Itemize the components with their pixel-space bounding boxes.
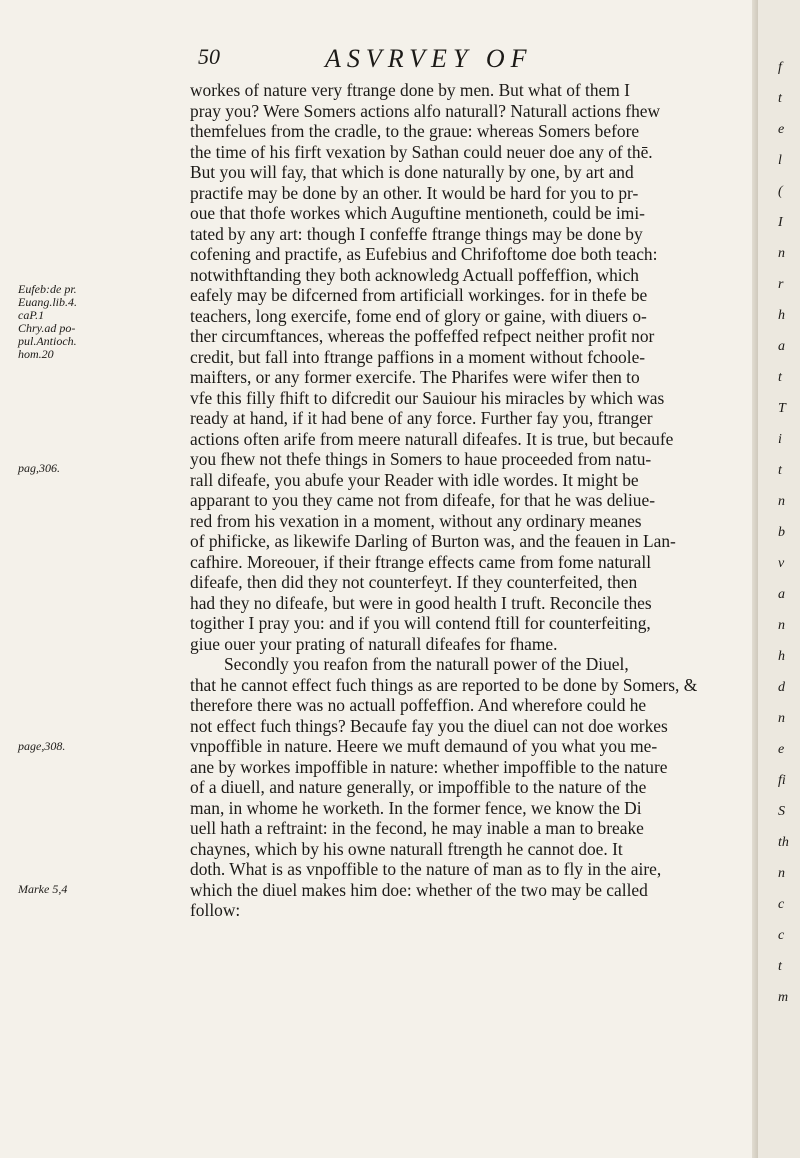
text-line: the time of his firft vexation by Sathan could neuer doe any of thē. xyxy=(190,141,653,162)
running-head: ASVRVEY OF xyxy=(325,44,533,73)
text-line: rall difeafe, you abufe your Reader with idle wordes. It might be xyxy=(190,469,639,490)
edge-fragment: fi xyxy=(778,773,786,788)
text-line: vnpoffible in nature. Heere we muft demaund of you what you me- xyxy=(190,736,658,756)
text-line: that he cannot effect fuch things as are reported to be done by Somers, & xyxy=(190,674,698,695)
text-line: doth. What is as vnpoffible to the nature of man as to fly in the aire, xyxy=(190,859,662,879)
text-line: which the diuel makes him doe: whether of the two may be called xyxy=(190,879,648,900)
text-line: ther circumftances, whereas the poffeffed refpect neither profit nor xyxy=(190,326,655,346)
text-line: togither I pray you: and if you will contend ftill for counterfeiting, xyxy=(190,613,651,633)
text-line: had they no difeafe, but were in good health I truft. Reconcile thes xyxy=(190,592,652,613)
text-line: ready at hand, if it had bene of any force. Further fay you, ftranger xyxy=(190,408,653,428)
text-line: actions often arife from meere naturall difeafes. It is true, but becaufe xyxy=(190,428,674,449)
edge-fragment: b xyxy=(778,525,785,540)
margin-note: pag,306. xyxy=(18,461,60,475)
margin-note: page,308. xyxy=(18,739,66,753)
edge-fragment: t xyxy=(778,91,782,106)
text-line: follow: xyxy=(190,900,241,920)
text-line: workes of nature very ftrange done by men. But what of them I xyxy=(190,80,630,100)
margin-note: Chry.ad po- xyxy=(18,321,76,335)
text-line: ane by workes impoffible in nature: whether impoffible to the nature xyxy=(190,756,668,777)
text-line: man, in whome he worketh. In the former fence, we know the Di xyxy=(190,797,642,818)
page-header xyxy=(100,44,720,78)
edge-fragment: t xyxy=(778,370,782,385)
text-line: chaynes, which by his owne naturall ftrength he cannot doe. It xyxy=(190,838,623,859)
text-line: themfelues from the cradle, to the graue: whereas Somers before xyxy=(190,121,640,141)
margin-note: Eufeb:de pr. xyxy=(18,282,77,296)
text-line: of phificke, as likewife Darling of Burton was, and the feauen in Lan- xyxy=(190,531,676,551)
edge-fragment: f xyxy=(778,60,782,75)
edge-fragment: v xyxy=(778,556,785,571)
edge-fragment: t xyxy=(778,463,782,478)
facing-page-fragments xyxy=(758,60,800,1060)
edge-fragment: m xyxy=(778,990,789,1005)
text-line: vfe this filly fhift to difcredit our Sauiour his miracles by which was xyxy=(190,387,665,408)
margin-note: Euang.lib.4. xyxy=(18,295,77,309)
edge-fragment: n xyxy=(778,866,785,881)
edge-fragment: th xyxy=(778,835,789,850)
text-line: you fhew not thefe things in Somers to haue proceeded from natu- xyxy=(190,449,652,469)
margin-note: caP.1 xyxy=(18,308,45,322)
edge-fragment: h xyxy=(778,649,785,664)
edge-fragment: t xyxy=(778,959,782,974)
edge-fragment: I xyxy=(778,215,783,230)
text-line: notwithftanding they both acknowledg Actuall poffeffion, which xyxy=(190,264,640,285)
text-line: eafely may be difcerned from artificiall workinges. for in thefe be xyxy=(190,285,648,305)
edge-fragment: n xyxy=(778,494,785,509)
text-line: credit, but fall into ftrange paffions in a moment without fchoole- xyxy=(190,346,646,367)
edge-fragment: c xyxy=(778,897,785,912)
text-line: difeafe, then did they not counterfeyt. If they counterfeited, then xyxy=(190,572,638,592)
edge-fragment: n xyxy=(778,711,785,726)
edge-fragment: h xyxy=(778,308,785,323)
text-line: uell hath a reftraint: in the fecond, he may inable a man to breake xyxy=(190,818,644,838)
text-line: maifters, or any former exercife. The Pharifes were wifer then to xyxy=(190,367,640,387)
edge-fragment: l xyxy=(778,153,782,168)
edge-fragment: ( xyxy=(778,184,783,199)
edge-fragment: e xyxy=(778,742,785,757)
edge-fragment: i xyxy=(778,432,782,447)
edge-fragment: c xyxy=(778,928,785,943)
edge-fragment: a xyxy=(778,339,785,354)
edge-fragment: n xyxy=(778,246,785,261)
text-line: of a diuell, and nature generally, or impoffible to the nature of the xyxy=(190,777,647,797)
edge-fragment: a xyxy=(778,587,785,602)
text-line: oue that thofe workes which Auguftine mentioneth, could be imi- xyxy=(190,203,645,223)
text-line: teachers, long exercife, fome end of glory or gaine, with diuers o- xyxy=(190,305,647,326)
edge-fragment: S xyxy=(778,804,785,819)
edge-fragment: r xyxy=(778,277,784,292)
text-line: practife may be done by an other. It would be hard for you to pr- xyxy=(190,182,639,203)
page-number: 50 xyxy=(198,44,220,69)
text-line: tated by any art: though I confeffe ftrange things may be done by xyxy=(190,223,643,244)
body-text xyxy=(190,80,780,921)
margin-note: pul.Antioch. xyxy=(18,334,77,348)
text-line: red from his vexation in a moment, without any ordinary meanes xyxy=(190,510,642,531)
edge-fragment: e xyxy=(778,122,785,137)
text-line: giue ouer your prating of naturall difeafes for fhame. xyxy=(190,633,558,654)
text-line: But you will fay, that which is done naturally by one, by art and xyxy=(190,162,634,182)
text-line: apparant to you they came not from difeafe, for that he was deliue- xyxy=(190,490,656,510)
edge-fragment: n xyxy=(778,618,785,633)
text-line: cafhire. Moreouer, if their ftrange effects came from fome naturall xyxy=(190,551,652,572)
text-line: Secondly you reafon from the naturall power of the Diuel, xyxy=(224,654,629,674)
text-line: not effect fuch things? Becaufe fay you the diuel can not doe workes xyxy=(190,715,668,736)
edge-fragment: T xyxy=(778,401,786,416)
edge-fragment: d xyxy=(778,680,785,695)
text-line: pray you? Were Somers actions alfo naturall? Naturall actions fhew xyxy=(190,100,661,121)
text-line: cofening and practife, as Eufebius and Chrifoftome doe both teach: xyxy=(190,244,658,264)
margin-note: Marke 5,4 xyxy=(18,882,68,896)
margin-note: hom.20 xyxy=(18,347,54,361)
text-line: therefore there was no actuall poffeffion. And wherefore could he xyxy=(190,695,647,715)
